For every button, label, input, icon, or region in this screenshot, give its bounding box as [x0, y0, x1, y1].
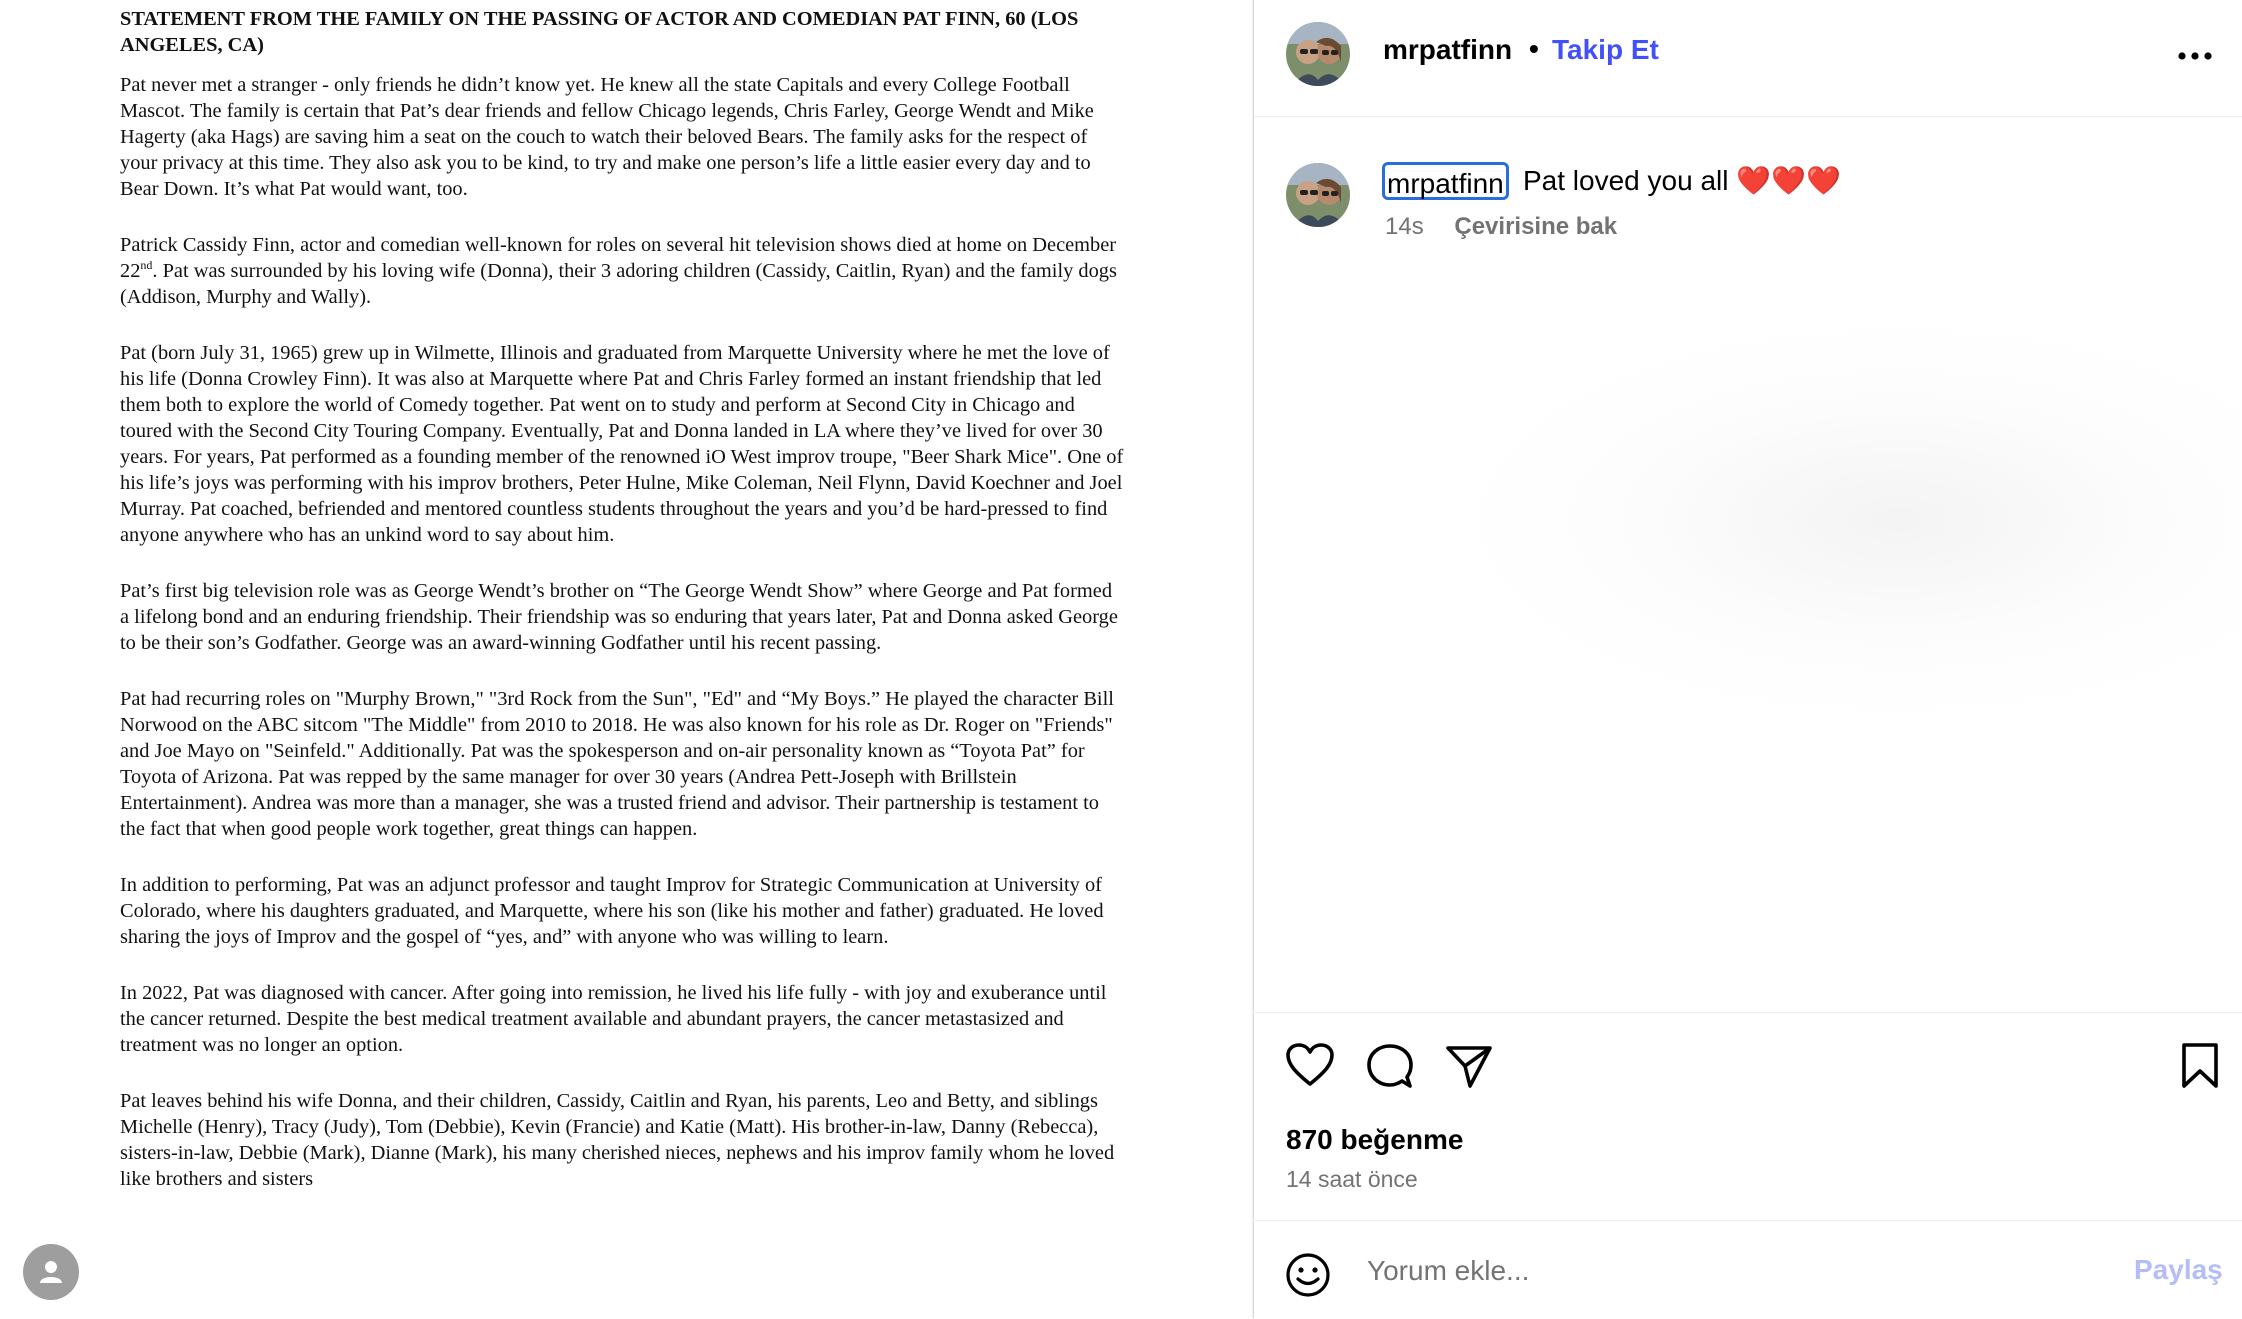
user-icon — [36, 1257, 66, 1287]
caption-timestamp: 14s — [1385, 213, 1424, 240]
comments-area — [1480, 330, 2240, 710]
emoji-icon[interactable] — [1285, 1252, 1331, 1298]
paragraph-text: . Pat was surrounded by his loving wife (Donna), their 3 adoring children (Cassidy, Caitlin, Ryan) and the family dogs (Addison, Murphy and Wally). — [120, 260, 1117, 308]
heart-icon[interactable] — [1285, 1042, 1335, 1088]
more-horizontal-icon — [2177, 51, 2213, 61]
header-username[interactable]: mrpatfinn — [1383, 34, 1513, 65]
caption-username-link[interactable]: mrpatfinn — [1382, 162, 1509, 200]
avatar-photo — [1286, 163, 1350, 227]
caption-text: Pat loved you all ❤️❤️❤️ — [1523, 165, 1841, 196]
post-comment-button[interactable]: Paylaş — [2134, 1254, 2223, 1285]
document-paragraph — [120, 232, 1125, 310]
paragraph-text: Patrick Cassidy Finn, actor and comedian well-known for roles on several hit television shows died at home on December 22 — [120, 234, 1117, 282]
document-paragraph: Pat (born July 31, 1965) grew up in Wilmette, Illinois and graduated from Marquette University where he met the love of his life (Donna Crowley Finn). It was also at Marquette where Pat and Chris Farley formed an instant friendship that led them both to explore the world of Comedy together. Pat went on to study and perform at Second City in Chicago and toured with the Second City Touring Company. Eventually, Pat and Donna landed in LA where they’ve lived for over 30 years. For years, Pat performed as a founding member of the renowned iO West improv troupe, "Beer Shark Mice". One of his life’s joys was performing with his improv brothers, Peter Hulne, Mike Coleman, Neil Flynn, David Koechner and Joel Murray. Pat coached, befriended and mentored countless students throughout the years and you’d be hard-pressed to find anyone anywhere who has an unkind word to say about him. — [120, 342, 1124, 546]
share-icon[interactable] — [1445, 1044, 1493, 1090]
comment-input[interactable] — [1365, 1247, 1969, 1295]
follow-button[interactable]: Takip Et — [1552, 34, 1659, 65]
document-title: STATEMENT FROM THE FAMILY ON THE PASSING OF ACTOR AND COMEDIAN PAT FINN, 60 (LOS ANGELES, CA) — [120, 8, 1079, 56]
document-paragraph: In 2022, Pat was diagnosed with cancer. After going into remission, he lived his life fully - with joy and exuberance until the cancer returned. Despite the best medical treatment available and abundant prayers, the cancer metastasized and treatment was no longer an option. — [120, 982, 1107, 1056]
avatar[interactable] — [1286, 22, 1350, 86]
comment-bar — [1253, 1220, 2242, 1319]
document-paragraph: Pat’s first big television role was as George Wendt’s brother on “The George Wendt Show” where George and Pat formed a lifelong bond and an enduring friendship. Their friendship was so enduring that years later, Pat and Donna asked George to be their son’s Godfather. George was an award-winning Godfather until his recent passing. — [120, 580, 1118, 654]
document-paragraph: In addition to performing, Pat was an adjunct professor and taught Improv for Strategic Communication at University of Colorado, where his daughters graduated, and Marquette, where his son (like his mother and father) graduated. He loved sharing the joys of Improv and the gospel of “yes, and” with anyone who was willing to learn. — [120, 874, 1104, 948]
comment-icon[interactable] — [1366, 1042, 1414, 1090]
bookmark-icon[interactable] — [2180, 1042, 2220, 1090]
post-header — [1254, 0, 2242, 117]
statement-document — [120, 6, 1125, 1222]
document-paragraph: Pat had recurring roles on "Murphy Brown," "3rd Rock from the Sun", "Ed" and “My Boys.” He played the character Bill Norwood on the ABC sitcom "The Middle" from 2010 to 2018. He was also known for his role as Dr. Roger on "Friends" and Joe Mayo on "Seinfeld." Additionally. Pat was the spokesperson and on-air personality known as “Toyota Pat” for Toyota of Arizona. Pat was repped by the same manager for over 30 years (Andrea Pett-Joseph with Brillstein Entertainment). Andrea was more than a manager, she was a trusted friend and advisor. Their partnership is testament to the fact that when good people work together, great things can happen. — [120, 688, 1114, 840]
post-timestamp[interactable]: 14 saat önce — [1286, 1166, 1418, 1192]
caption-avatar[interactable] — [1286, 163, 1350, 227]
action-divider — [1253, 1012, 2242, 1013]
more-options-button[interactable] — [2175, 36, 2215, 76]
see-translation-link[interactable]: Çevirisine bak — [1454, 213, 1618, 240]
avatar-photo — [1286, 22, 1350, 86]
ordinal-suffix: nd — [140, 258, 153, 273]
document-paragraph: Pat leaves behind his wife Donna, and their children, Cassidy, Caitlin and Ryan, his parents, Leo and Betty, and siblings Michelle (Henry), Tracy (Judy), Tom (Debbie), Kevin (Francie) and Katie (Matt). His brother-in-law, Danny (Rebecca), sisters-in-law, Debbie (Mark), Dianne (Mark), his many cherished nieces, nephews and his improv family whom he loved like brothers and sisters — [120, 1090, 1115, 1190]
likes-count[interactable]: 870 beğenme — [1286, 1124, 1464, 1155]
user-profile-button[interactable] — [23, 1244, 79, 1300]
document-paragraph: Pat never met a stranger - only friends he didn’t know yet. He knew all the state Capitals and every College Football Mascot. The family is certain that Pat’s dear friends and fellow Chicago legends, Chris Farley, George Wendt and Mike Hagerty (aka Hags) are saving him a seat on the couch to watch their beloved Bears. The family asks for the respect of your privacy at this time. They also ask you to be kind, to try and make one person’s life a little easier every day and to Bear Down. It’s what Pat would want, too. — [120, 74, 1094, 200]
separator-dot: • — [1529, 33, 1539, 64]
caption-meta — [1385, 213, 1617, 241]
